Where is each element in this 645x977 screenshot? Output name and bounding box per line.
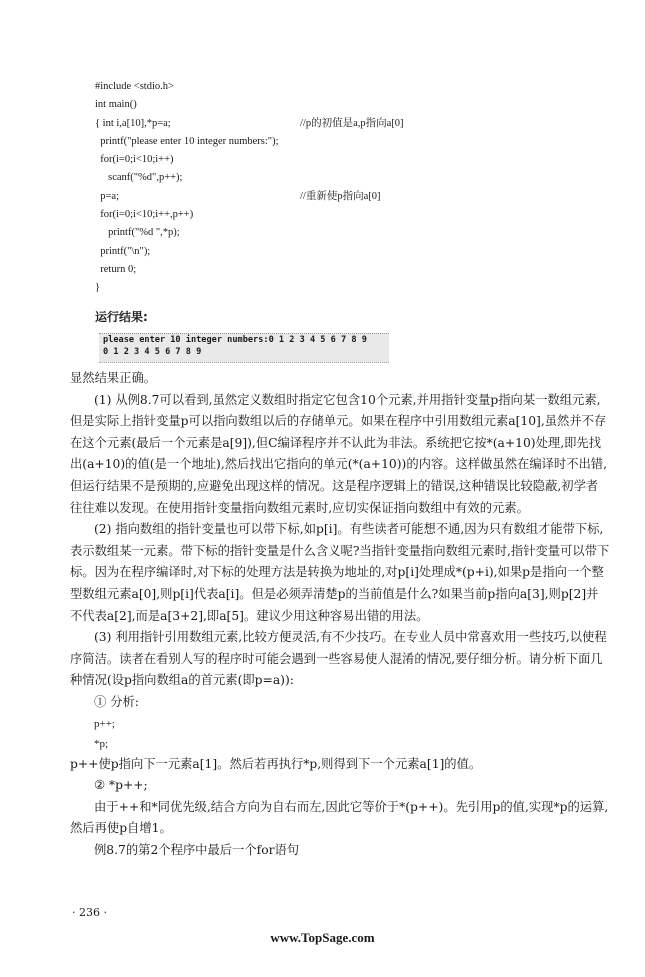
code-line: for(i=0;i<10;i++,p++)	[95, 209, 194, 221]
paragraph: ② *p++;	[94, 778, 148, 793]
terminal-line: 0 1 2 3 4 5 6 7 8 9	[103, 347, 202, 357]
code-line: for(i=0;i<10;i++)	[95, 154, 174, 166]
code-line: { int i,a[10],*p=a; //p的初值是a,p指向a[0]	[95, 117, 404, 129]
paragraph: (1) 从例8.7可以看到,虽然定义数组时指定它包含10个元素,并用指针变量p指向某一数组元素,但是实际上指针变量p可以指向数组以后的存储单元。如果在程序中引用数组元素a[10],虽然并不存在这个元素(最后一个元素是a[9]),但C编译程序并不认此为非法。系统把它按*(a+10)处理,即先找出(a+10)的值(是一个地址),然后找出它指向的单元(*(a+10))的内容。这样做虽然在编译时不出错,但运行结果不是预期的,应避免出现这样的情况。这是程序逻辑上的错误,这种错误比较隐蔽,初学者往往难以发现。在使用指针变量指向数组元素时,应切实保证指向数组中有效的元素。	[70, 392, 608, 515]
code-line: int main()	[95, 99, 137, 111]
code-line: printf("please enter 10 integer numbers:");	[95, 135, 279, 147]
inline-code: *p;	[94, 737, 109, 750]
terminal-line: please enter 10 integer numbers:0 1 2 3 4 5 6 7 8 9	[103, 335, 367, 345]
code-line: printf("%d ",*p);	[95, 227, 180, 239]
paragraph: (3) 利用指针引用数组元素,比较方便灵活,有不少技巧。在专业人员中常喜欢用一些技巧,以使程序简洁。读者在看别人写的程序时可能会遇到一些容易使人混淆的情况,要仔细分析。请分析下面几种情况(设p指向数组a的首元素(即p=a)):	[70, 630, 607, 688]
paragraph: ① 分析:	[94, 694, 139, 709]
code-line: return 0;	[95, 263, 137, 275]
body-text	[70, 368, 610, 861]
paragraph: 显然结果正确。	[70, 371, 157, 385]
terminal-output	[99, 333, 389, 363]
code-line: scanf("%d",p++);	[95, 172, 183, 184]
paragraph: 由于++和*同优先级,结合方向为自右而左,因此它等价于*(p++)。先引用p的值,实现*p的运算,然后再使p自增1。	[70, 799, 609, 836]
page-number: · 236 ·	[72, 906, 107, 919]
code-line: p=a; //重新使p指向a[0]	[95, 190, 381, 202]
code-line: #include <stdio.h>	[95, 81, 174, 92]
footer-watermark: www.TopSage.com	[270, 930, 375, 945]
paragraph: 例8.7的第2个程序中最后一个for语句	[94, 842, 300, 857]
run-result-label: 运行结果:	[95, 310, 148, 324]
code-line: printf("\n");	[95, 245, 151, 257]
code-listing	[95, 78, 565, 298]
paragraph: (2) 指向数组的指针变量也可以带下标,如p[i]。有些读者可能想不通,因为只有数组才能带下标,表示数组某一元素。带下标的指针变量是什么含义呢?当指针变量指向数组元素时,指针变量可以带下标。因为在程序编译时,对下标的处理方法是转换为地址的,对p[i]处理成*(p+i),如果p是指向一个整型数组元素a[0],则p[i]代表a[i]。但是必须弄清楚p的当前值是什么?如果当前p指向a[3],则p[2]并不代表a[2],而是a[3+2],即a[5]。建议少用这种容易出错的用法。	[70, 522, 610, 623]
paragraph: p++使p指向下一元素a[1]。然后若再执行*p,则得到下一个元素a[1]的值。	[70, 756, 482, 771]
inline-code: p++;	[94, 717, 115, 730]
code-line: }	[95, 282, 101, 294]
